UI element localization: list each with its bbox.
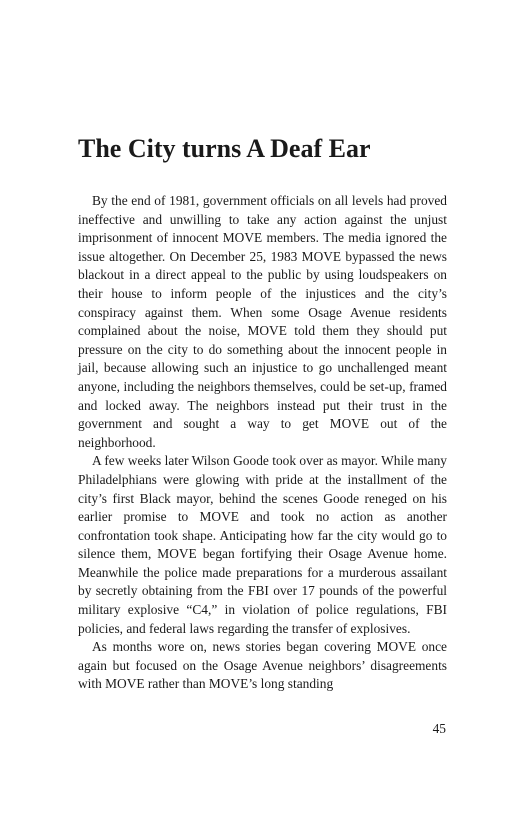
page-number: 45 [432,721,446,736]
paragraph-3: As months wore on, news stories began covering MOVE once again but focused on the Osage Avenue neighbors’ disagreements with MOVE rather than MOVE’s long standing [78,639,447,692]
paragraph-1: By the end of 1981, government officials on all levels had proved ineffective and unwilling to take any action against the unjust imprisonment of innocent MOVE members. The media ignored the issue altogether. On December 25, 1983 MOVE bypassed the news blackout in a direct appeal to the public by using loudspeakers on their house to inform people of the injustices and the city’s conspiracy against them. When some Osage Avenue residents complained about the noise, MOVE told them they should put pressure on the city to do something about the innocent people in jail, because allowing such an injustice to go unchallenged meant anyone, including the neighbors themselves, could be set-up, framed and locked away. The neighbors instead put their trust in the government and sought a way to get MOVE out of the neighborhood. [78,193,447,450]
paragraph-2: A few weeks later Wilson Goode took over as mayor. While many Philadelphians were glowing with pride at the installment of the city’s first Black mayor, behind the scenes Goode reneged on his earlier promise to MOVE and took no action as another confrontation took shape. Anticipating how far the city would go to silence them, MOVE began fortifying their Osage Avenue home. Meanwhile the police made preparations for a murderous assailant by secretly obtaining from the FBI over 17 pounds of the powerful military explosive “C4,” in violation of police regulations, FBI policies, and federal laws regarding the transfer of explosives. [78,453,447,636]
body-text [78,192,447,694]
chapter-title: The City turns A Deaf Ear [78,134,371,163]
